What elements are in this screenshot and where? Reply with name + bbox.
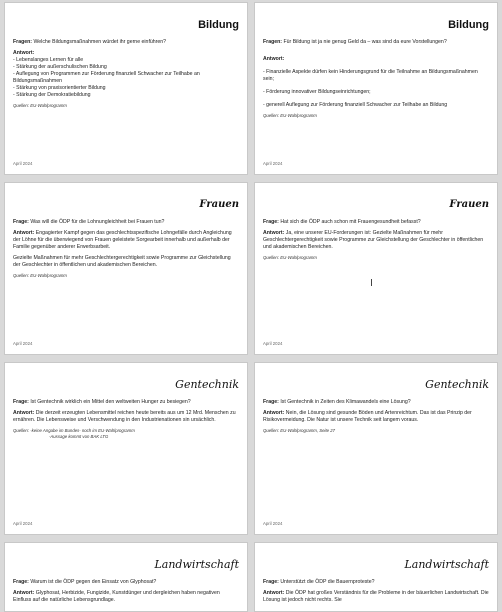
card-title: Frauen bbox=[449, 199, 489, 210]
card-title: Gentechnik bbox=[175, 378, 239, 391]
card-gentechnik-2 bbox=[254, 362, 498, 535]
card-date: April 2024 bbox=[13, 521, 33, 526]
answer-extra: Gezielte Maßnahmen für mehr Geschlechtergerechtigkeit sowie Programme zur Gleichstellung der Geschlechter in öffentlichen und akademischen Bereichen. bbox=[13, 255, 231, 268]
card-body bbox=[13, 399, 239, 440]
answer: Antwort: Nein, die Lösung sind gesunde Böden und Artenreichtum. Das ist das Prinzip der Risikovermeidung. Die Natur ist unsere Technik seit langem voraus. bbox=[263, 410, 472, 423]
answer: Antwort: Die derzeit erzeugten Lebensmittel reichen heute bereits aus um 12 Mrd. Menschen zu ernähren. Die Lebensweise und Verschwendung in den Industrienationen sin ursächlich. bbox=[13, 410, 236, 423]
card-title: Landwirtschaft bbox=[154, 558, 239, 571]
source-note: Quellen: -keine Angabe im Bundes- noch im EU-Wahlprogramm bbox=[13, 428, 135, 433]
question: Fragen: Für Bildung ist ja nie genug Geld da – was sind da eure Vorstellungen? bbox=[263, 39, 447, 45]
list-item: - generell Auflegung zur Förderung finanziell Schwacher zur Teilhabe an Bildung bbox=[263, 102, 448, 108]
answer: Antwort: Die ÖDP hat großes Verständnis für die Probleme in der bäuerlichen Landwirtschaft. Die Lösung ist jedoch nicht rechts. Sie bbox=[263, 590, 489, 603]
card-title: Landwirtschaft bbox=[404, 558, 489, 571]
question: Frage: Unterstützt die ÖDP die Bauernproteste? bbox=[263, 579, 375, 585]
question: Frage: Was will die ÖDP für die Lohnungleichheit bei Frauen tun? bbox=[13, 219, 165, 225]
card-title: Bildung bbox=[198, 19, 239, 31]
source-note: Quellen: EU-Wahlprogramm, Seite 27 bbox=[263, 428, 336, 433]
card-date: April 2024 bbox=[263, 521, 283, 526]
card-body bbox=[263, 579, 489, 604]
question: Frage: Ist Gentechnik wirklich ein Mittel den weltweiten Hunger zu besiegen? bbox=[13, 399, 191, 405]
list-item: - Finanzielle Aspekte dürfen kein Hinderungsgrund für die Teilnahme an Bildungsmaßnahmen sein; bbox=[263, 69, 478, 82]
card-date: April 2024 bbox=[263, 161, 283, 166]
card-gentechnik-1 bbox=[4, 362, 248, 535]
answer: Antwort: Glyphosat, Herbizide, Fungizide, Kunstdünger und dergleichen haben negativen Einfluss auf die natürliche Lebensgrundlage. bbox=[13, 590, 220, 603]
source-note-2: -Aussage kommt von BAK LTG bbox=[49, 434, 109, 439]
card-body bbox=[13, 219, 239, 279]
card-title: Gentechnik bbox=[425, 378, 489, 391]
list-item: - Stärkung von praxisorientierter Bildung bbox=[13, 85, 106, 91]
card-bildung-1 bbox=[4, 2, 248, 175]
source-note: Quellen: EU-Wahlprogramm bbox=[13, 103, 67, 108]
card-date: April 2024 bbox=[13, 161, 33, 166]
card-bildung-2 bbox=[254, 2, 498, 175]
text-cursor bbox=[371, 279, 372, 286]
list-item: - Stärkung der Demokratiebildung bbox=[13, 92, 91, 98]
list-item: - Förderung innovativer Bildungseinrichtungen; bbox=[263, 89, 371, 95]
source-note: Quellen: EU-Wahlprogramm bbox=[13, 273, 67, 278]
card-frauen-2 bbox=[254, 182, 498, 355]
list-item: - Lebenslanges Lernen für alle bbox=[13, 57, 84, 63]
card-landwirtschaft-1 bbox=[4, 542, 248, 612]
list-item: - Stärkung der außerschulischen Bildung bbox=[13, 64, 107, 70]
card-landwirtschaft-2 bbox=[254, 542, 498, 612]
question: Frage: Warum ist die ÖDP gegen den Einsatz von Glyphosat? bbox=[13, 579, 157, 585]
card-title: Frauen bbox=[199, 199, 239, 210]
source-note: Quellen: EU-Wahlprogramm bbox=[263, 113, 317, 118]
card-title: Bildung bbox=[448, 19, 489, 31]
card-frauen-1 bbox=[4, 182, 248, 355]
question: Fragen: Welche Bildungsmaßnahmen würdet ihr gerne einführen? bbox=[13, 39, 167, 45]
answer-list bbox=[13, 57, 239, 99]
answer-label: Antwort: bbox=[13, 50, 35, 56]
question: Frage: Ist Gentechnik in Zeiten des Klimawandels eine Lösung? bbox=[263, 399, 411, 405]
answer: Antwort: Ja, eine unserer EU-Forderungen ist: Gezielte Maßnahmen für mehr Geschlechtergerechtigkeit sowie Programme zur Gleichstellung der Geschlechter in öffentlichen und akademischen Bereichen. bbox=[263, 230, 484, 250]
card-body bbox=[263, 399, 489, 434]
question: Frage: Hat sich die ÖDP auch schon mit Frauengesundheit befasst? bbox=[263, 219, 421, 225]
card-body bbox=[263, 219, 489, 261]
card-body bbox=[263, 39, 489, 119]
card-body bbox=[13, 39, 239, 109]
card-date: April 2024 bbox=[263, 341, 283, 346]
list-item: - Auflegung von Programmen zur Förderung finanziell Schwacher zur Teilhabe an Bildungsmaßnahmen bbox=[13, 71, 200, 84]
answer-label: Antwort: bbox=[263, 56, 285, 62]
card-body bbox=[13, 579, 239, 604]
answer-list bbox=[263, 69, 489, 109]
card-date: April 2024 bbox=[13, 341, 33, 346]
answer: Antwort: Engagierter Kampf gegen das geschlechtsspezifische Lohngefälle durch Angleichung der Löhne für die überwiegend von Frauen geleistete Sorgearbeit innerhalb und außerhalb der Familie gegenüber anderer Erwerbsarbeit. bbox=[13, 230, 232, 250]
source-note: Quellen: EU-Wahlprogramm bbox=[263, 255, 317, 260]
